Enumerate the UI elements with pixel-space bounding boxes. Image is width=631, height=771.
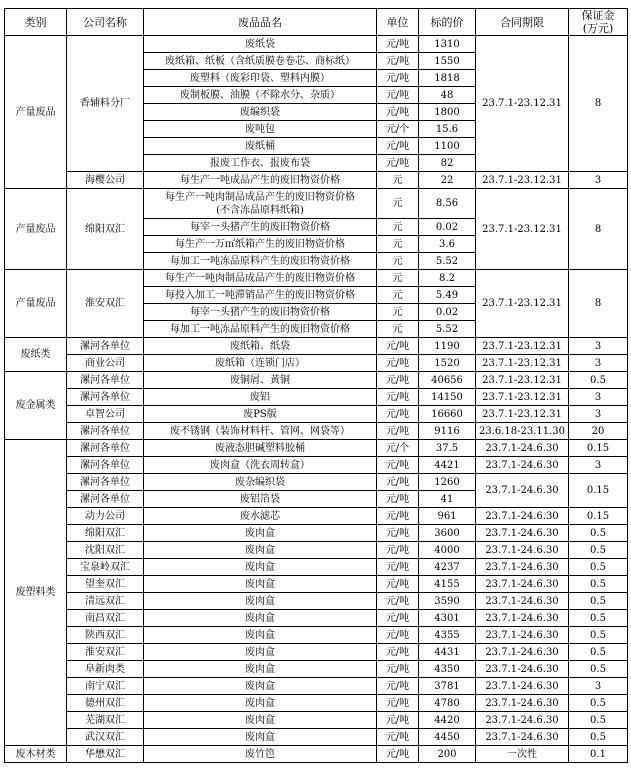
- item-cell: 废肉盒: [144, 712, 377, 729]
- period-cell: 23.7.1-24.6.30: [476, 440, 569, 457]
- unit-cell: 元: [377, 321, 419, 338]
- price-cell: 37.5: [419, 440, 476, 457]
- table-row: [5, 746, 628, 763]
- price-cell: 1800: [419, 104, 476, 121]
- deposit-cell: 0.5: [569, 627, 628, 644]
- price-cell: 4350: [419, 661, 476, 678]
- period-cell: 23.7.1-24.6.30: [476, 610, 569, 627]
- unit-cell: 元/吨: [377, 593, 419, 610]
- unit-cell: 元/吨: [377, 138, 419, 155]
- company-cell: 漯河各单位: [67, 457, 144, 474]
- header-company: 公司名称: [67, 9, 144, 36]
- price-cell: 8.2: [419, 270, 476, 287]
- price-cell: 22: [419, 172, 476, 189]
- item-cell: 废肉盒: [144, 695, 377, 712]
- item-cell: 废铝箔袋: [144, 491, 377, 508]
- company-cell: 漯河各单位: [67, 338, 144, 355]
- unit-cell: 元/吨: [377, 661, 419, 678]
- header-row: [5, 9, 628, 36]
- table-row: [5, 457, 628, 474]
- company-cell: 绵阳双汇: [67, 189, 144, 270]
- item-cell: 废肉盒: [144, 644, 377, 661]
- unit-cell: 元/吨: [377, 644, 419, 661]
- price-cell: 4431: [419, 644, 476, 661]
- period-cell: 23.7.1-23.12.31: [476, 372, 569, 389]
- item-cell: 废制板膜、油膜（不除水分、杂质）: [144, 87, 377, 104]
- deposit-cell: 0.5: [569, 542, 628, 559]
- item-cell: 废铜屑、黄铜: [144, 372, 377, 389]
- unit-cell: 元/吨: [377, 406, 419, 423]
- unit-cell: 元: [377, 189, 419, 219]
- deposit-cell: 0.5: [569, 644, 628, 661]
- unit-cell: 元/吨: [377, 474, 419, 491]
- unit-cell: 元/吨: [377, 53, 419, 70]
- table-row: [5, 36, 628, 53]
- deposit-cell: 0.5: [569, 576, 628, 593]
- item-cell: 废纸袋: [144, 36, 377, 53]
- item-cell: 废杂编织袋: [144, 474, 377, 491]
- item-cell: 废液态胆碱塑料胶桶: [144, 440, 377, 457]
- unit-cell: 元/吨: [377, 87, 419, 104]
- unit-cell: 元: [377, 253, 419, 270]
- period-cell: 23.7.1-24.6.30: [476, 661, 569, 678]
- unit-cell: 元/吨: [377, 627, 419, 644]
- company-cell: 漯河各单位: [67, 389, 144, 406]
- table-row: [5, 542, 628, 559]
- unit-cell: 元/个: [377, 121, 419, 138]
- unit-cell: 元/吨: [377, 457, 419, 474]
- unit-cell: 元/个: [377, 440, 419, 457]
- price-cell: 40656: [419, 372, 476, 389]
- table-row: [5, 355, 628, 372]
- unit-cell: 元: [377, 236, 419, 253]
- header-price: 标的价: [419, 9, 476, 36]
- period-cell: 23.7.1-24.6.30: [476, 542, 569, 559]
- table-row: [5, 729, 628, 746]
- table-row: [5, 508, 628, 525]
- company-cell: 宝泉岭双汇: [67, 559, 144, 576]
- item-cell: 废吨包: [144, 121, 377, 138]
- recycling-price-table: [4, 8, 628, 763]
- table-row: [5, 338, 628, 355]
- table-row: [5, 627, 628, 644]
- deposit-cell: 0.5: [569, 695, 628, 712]
- company-cell: 淮安双汇: [67, 644, 144, 661]
- item-cell: 每生产一吨成品产生的废旧物资价格: [144, 172, 377, 189]
- price-cell: 1260: [419, 474, 476, 491]
- deposit-cell: 3: [569, 678, 628, 695]
- unit-cell: 元: [377, 270, 419, 287]
- unit-cell: 元: [377, 287, 419, 304]
- item-cell: 废不锈钢（装饰材料杆、管网、网袋等）: [144, 423, 377, 440]
- deposit-cell: 3: [569, 338, 628, 355]
- company-cell: 淮安双汇: [67, 270, 144, 338]
- table-row: [5, 644, 628, 661]
- price-cell: 1190: [419, 338, 476, 355]
- item-cell: 每宰一头猪产生的废旧物资价格: [144, 219, 377, 236]
- unit-cell: 元/吨: [377, 712, 419, 729]
- item-cell: 废肉盒: [144, 678, 377, 695]
- unit-cell: 元/吨: [377, 423, 419, 440]
- item-cell: 每投入加工一吨滞销品产生的废旧物资价格: [144, 287, 377, 304]
- deposit-cell: 0.5: [569, 559, 628, 576]
- table-row: [5, 372, 628, 389]
- company-cell: 绵阳双汇: [67, 525, 144, 542]
- category-cell: 产量废品: [5, 36, 67, 189]
- period-cell: 一次性: [476, 746, 569, 763]
- price-cell: 4420: [419, 712, 476, 729]
- deposit-cell: 3: [569, 457, 628, 474]
- price-cell: 4780: [419, 695, 476, 712]
- period-cell: 23.7.1-23.12.31: [476, 338, 569, 355]
- deposit-cell: 3: [569, 172, 628, 189]
- period-cell: 23.7.1-24.6.30: [476, 695, 569, 712]
- company-cell: 武汉双汇: [67, 729, 144, 746]
- period-cell: 23.7.1-24.6.30: [476, 593, 569, 610]
- period-cell: 23.6.18-23.11.30: [476, 423, 569, 440]
- price-cell: 16660: [419, 406, 476, 423]
- price-cell: 82: [419, 155, 476, 172]
- deposit-cell: 0.1: [569, 746, 628, 763]
- period-cell: 23.7.1-24.6.30: [476, 508, 569, 525]
- price-cell: 3.6: [419, 236, 476, 253]
- unit-cell: 元/吨: [377, 729, 419, 746]
- header-item: 废品品名: [144, 9, 377, 36]
- item-cell: 每加工一吨冻品原料产生的废旧物资价格: [144, 253, 377, 270]
- price-cell: 1550: [419, 53, 476, 70]
- unit-cell: 元/吨: [377, 70, 419, 87]
- price-cell: 4421: [419, 457, 476, 474]
- unit-cell: 元/吨: [377, 355, 419, 372]
- unit-cell: 元: [377, 304, 419, 321]
- price-cell: 4155: [419, 576, 476, 593]
- price-cell: 5.49: [419, 287, 476, 304]
- item-cell: 废肉盒: [144, 661, 377, 678]
- unit-cell: 元/吨: [377, 338, 419, 355]
- period-cell: 23.7.1-23.12.31: [476, 172, 569, 189]
- company-cell: 阜新肉类: [67, 661, 144, 678]
- table-row: [5, 474, 628, 491]
- period-cell: 23.7.1-24.6.30: [476, 559, 569, 576]
- price-cell: 961: [419, 508, 476, 525]
- table-row: [5, 423, 628, 440]
- period-cell: 23.7.1-24.6.30: [476, 729, 569, 746]
- period-cell: 23.7.1-24.6.30: [476, 474, 569, 508]
- unit-cell: 元/吨: [377, 746, 419, 763]
- unit-cell: 元/吨: [377, 576, 419, 593]
- header-category: 类别: [5, 9, 67, 36]
- table-row: [5, 695, 628, 712]
- item-cell: 废PS版: [144, 406, 377, 423]
- period-cell: 23.7.1-23.12.31: [476, 406, 569, 423]
- table-row: [5, 270, 628, 287]
- item-cell: 废纸箱、纸袋: [144, 338, 377, 355]
- period-cell: 23.7.1-23.12.31: [476, 270, 569, 338]
- table-row: [5, 406, 628, 423]
- category-cell: 废木材类: [5, 746, 67, 763]
- item-cell: 废肉盒: [144, 576, 377, 593]
- item-cell: 废编织袋: [144, 104, 377, 121]
- period-cell: 23.7.1-23.12.31: [476, 36, 569, 172]
- company-cell: 动力公司: [67, 508, 144, 525]
- item-cell: 报废工作衣、报废布袋: [144, 155, 377, 172]
- company-cell: 漯河各单位: [67, 440, 144, 457]
- deposit-cell: 0.15: [569, 474, 628, 508]
- table-row: [5, 593, 628, 610]
- item-cell: 废塑料（废彩印袋、塑料内膜）: [144, 70, 377, 87]
- price-cell: 1100: [419, 138, 476, 155]
- item-cell: 废肉盒: [144, 627, 377, 644]
- unit-cell: 元/吨: [377, 508, 419, 525]
- deposit-cell: 0.5: [569, 593, 628, 610]
- deposit-cell: 0.15: [569, 440, 628, 457]
- category-cell: 废塑料类: [5, 440, 67, 746]
- header-period: 合同期限: [476, 9, 569, 36]
- table-row: [5, 610, 628, 627]
- price-cell: 4450: [419, 729, 476, 746]
- unit-cell: 元/吨: [377, 542, 419, 559]
- unit-cell: 元/吨: [377, 372, 419, 389]
- unit-cell: 元/吨: [377, 695, 419, 712]
- deposit-cell: 3: [569, 389, 628, 406]
- category-cell: 废纸类: [5, 338, 67, 372]
- category-cell: 产量废品: [5, 270, 67, 338]
- table-row: [5, 559, 628, 576]
- company-cell: 漯河各单位: [67, 423, 144, 440]
- item-cell: 废铝: [144, 389, 377, 406]
- item-cell: 每生产一吨肉制品成品产生的废旧物资价格 (不含冻品原料纸箱): [144, 189, 377, 219]
- unit-cell: 元/吨: [377, 36, 419, 53]
- period-cell: 23.7.1-24.6.30: [476, 627, 569, 644]
- item-cell: 废纸箱（连锁门店）: [144, 355, 377, 372]
- deposit-cell: 3: [569, 355, 628, 372]
- price-cell: 3590: [419, 593, 476, 610]
- deposit-cell: 0.5: [569, 661, 628, 678]
- item-cell: 废肉盒: [144, 593, 377, 610]
- unit-cell: 元/吨: [377, 678, 419, 695]
- item-cell: 废肉盒（洗衣周转盒）: [144, 457, 377, 474]
- company-cell: 海樱公司: [67, 172, 144, 189]
- table-row: [5, 172, 628, 189]
- price-cell: 8.56: [419, 189, 476, 219]
- unit-cell: 元/吨: [377, 491, 419, 508]
- deposit-cell: 8: [569, 189, 628, 270]
- item-cell: 废肉盒: [144, 542, 377, 559]
- unit-cell: 元/吨: [377, 155, 419, 172]
- period-cell: 23.7.1-24.6.30: [476, 576, 569, 593]
- price-cell: 0.02: [419, 304, 476, 321]
- deposit-cell: 8: [569, 270, 628, 338]
- item-cell: 废纸箱、纸板（含纸质膜卷卷芯、商标纸）: [144, 53, 377, 70]
- deposit-cell: 0.5: [569, 372, 628, 389]
- header-deposit: 保证金 (万元): [569, 9, 628, 36]
- price-cell: 41: [419, 491, 476, 508]
- company-cell: 望奎双汇: [67, 576, 144, 593]
- price-cell: 4355: [419, 627, 476, 644]
- table-row: [5, 189, 628, 219]
- item-cell: 废肉盒: [144, 729, 377, 746]
- period-cell: 23.7.1-23.12.31: [476, 355, 569, 372]
- deposit-cell: 20: [569, 423, 628, 440]
- deposit-cell: 0.5: [569, 712, 628, 729]
- price-cell: 4301: [419, 610, 476, 627]
- period-cell: 23.7.1-23.12.31: [476, 389, 569, 406]
- company-cell: 卓智公司: [67, 406, 144, 423]
- company-cell: 商业公司: [67, 355, 144, 372]
- company-cell: 香辅料分厂: [67, 36, 144, 172]
- period-cell: 23.7.1-24.6.30: [476, 678, 569, 695]
- price-cell: 1520: [419, 355, 476, 372]
- price-cell: 14150: [419, 389, 476, 406]
- period-cell: 23.7.1-24.6.30: [476, 712, 569, 729]
- table-row: [5, 712, 628, 729]
- item-cell: 每加工一吨冻品原料产生的废旧物资价格: [144, 321, 377, 338]
- price-cell: 4237: [419, 559, 476, 576]
- period-cell: 23.7.1-23.12.31: [476, 189, 569, 270]
- item-cell: 废肉盒: [144, 610, 377, 627]
- item-cell: 每生产一吨肉制品成品产生的废旧物资价格: [144, 270, 377, 287]
- company-cell: 漯河各单位: [67, 491, 144, 508]
- deposit-cell: 0.5: [569, 525, 628, 542]
- category-cell: 废金属类: [5, 372, 67, 440]
- unit-cell: 元/吨: [377, 610, 419, 627]
- price-cell: 9116: [419, 423, 476, 440]
- unit-cell: 元/吨: [377, 389, 419, 406]
- company-cell: 清远双汇: [67, 593, 144, 610]
- period-cell: 23.7.1-24.6.30: [476, 644, 569, 661]
- table-row: [5, 525, 628, 542]
- company-cell: 南宁双汇: [67, 678, 144, 695]
- deposit-cell: 0.15: [569, 508, 628, 525]
- company-cell: 陕西双汇: [67, 627, 144, 644]
- price-cell: 3781: [419, 678, 476, 695]
- category-cell: 产量废品: [5, 189, 67, 270]
- item-cell: 每宰一头猪产生的废旧物资价格: [144, 304, 377, 321]
- unit-cell: 元: [377, 172, 419, 189]
- item-cell: 废纸桶: [144, 138, 377, 155]
- price-cell: 48: [419, 87, 476, 104]
- deposit-cell: 3: [569, 406, 628, 423]
- price-cell: 3600: [419, 525, 476, 542]
- item-cell: 废竹笆: [144, 746, 377, 763]
- company-cell: 南昌双汇: [67, 610, 144, 627]
- table-row: [5, 661, 628, 678]
- item-cell: 废肉盒: [144, 559, 377, 576]
- unit-cell: 元/吨: [377, 525, 419, 542]
- unit-cell: 元/吨: [377, 559, 419, 576]
- item-cell: 废水滤芯: [144, 508, 377, 525]
- company-cell: 华懋双汇: [67, 746, 144, 763]
- price-cell: 200: [419, 746, 476, 763]
- table-row: [5, 440, 628, 457]
- deposit-cell: 0.5: [569, 610, 628, 627]
- table-row: [5, 678, 628, 695]
- company-cell: 德州双汇: [67, 695, 144, 712]
- price-cell: 1310: [419, 36, 476, 53]
- price-cell: 1818: [419, 70, 476, 87]
- company-cell: 芜湖双汇: [67, 712, 144, 729]
- company-cell: 沈阳双汇: [67, 542, 144, 559]
- item-cell: 废肉盒: [144, 525, 377, 542]
- unit-cell: 元/吨: [377, 104, 419, 121]
- price-cell: 0.02: [419, 219, 476, 236]
- price-cell: 5.52: [419, 253, 476, 270]
- period-cell: 23.7.1-24.6.30: [476, 525, 569, 542]
- table-row: [5, 576, 628, 593]
- price-cell: 15.6: [419, 121, 476, 138]
- period-cell: 23.7.1-24.6.30: [476, 457, 569, 474]
- unit-cell: 元: [377, 219, 419, 236]
- deposit-cell: 8: [569, 36, 628, 172]
- price-cell: 5.52: [419, 321, 476, 338]
- company-cell: 漯河各单位: [67, 372, 144, 389]
- header-unit: 单位: [377, 9, 419, 36]
- table-row: [5, 389, 628, 406]
- item-cell: 每生产一万㎡纸箱产生的废旧物资价格: [144, 236, 377, 253]
- company-cell: 漯河各单位: [67, 474, 144, 491]
- price-cell: 4000: [419, 542, 476, 559]
- deposit-cell: 0.5: [569, 729, 628, 746]
